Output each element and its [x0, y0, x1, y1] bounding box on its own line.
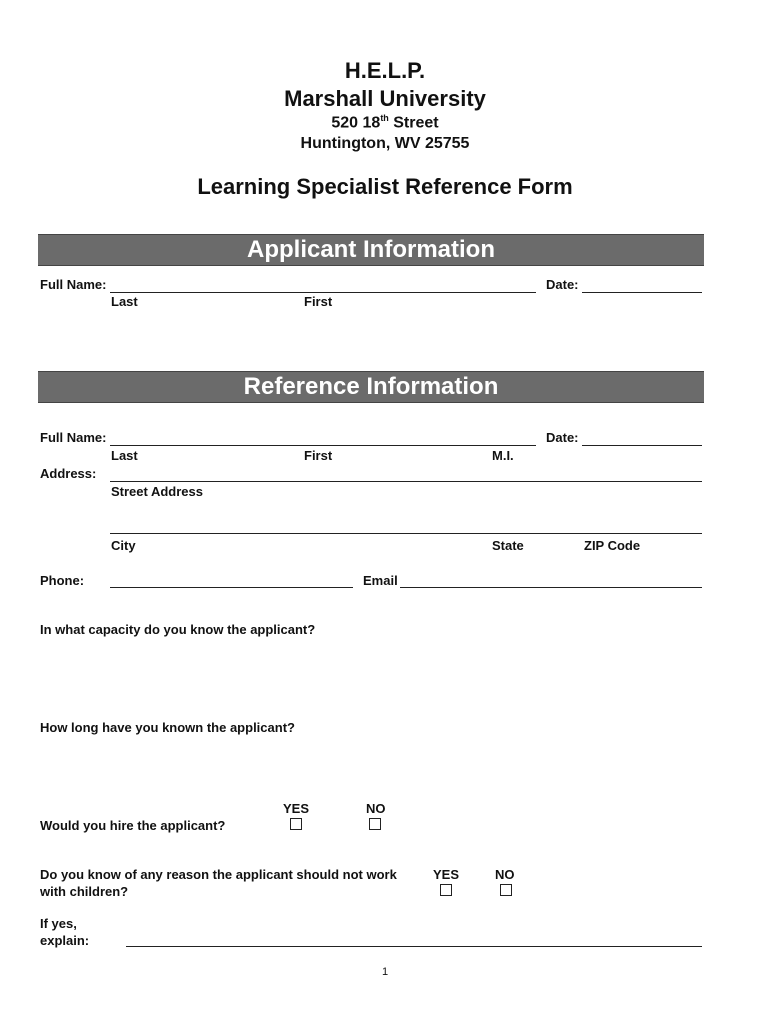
reason-no-label: NO: [495, 867, 515, 882]
reason-yes-label: YES: [433, 867, 460, 882]
reference-city-state-zip-field[interactable]: [110, 533, 702, 534]
form-title: Learning Specialist Reference Form: [197, 174, 573, 199]
street-name: Street: [388, 114, 439, 132]
capacity-question: In what capacity do you know the applicant?: [40, 622, 316, 637]
street-number: 520 18: [331, 114, 381, 132]
page-number: 1: [381, 966, 389, 978]
applicant-date-label: Date:: [546, 277, 579, 292]
reference-first-label: First: [304, 448, 333, 463]
reference-date-label: Date:: [546, 430, 579, 445]
applicant-last-label: Last: [111, 294, 138, 309]
state-sublabel: State: [492, 538, 524, 553]
reason-question-line1: Do you know of any reason the applicant should not work: [40, 867, 397, 882]
applicant-first-label: First: [304, 294, 333, 309]
reference-mi-label: M.I.: [492, 448, 514, 463]
reference-email-label: Email: [363, 573, 398, 588]
reference-date-field[interactable]: [582, 445, 702, 446]
reason-yes-checkbox[interactable]: [440, 884, 452, 896]
explain-label-line2: explain:: [40, 933, 90, 948]
hire-yes-checkbox[interactable]: [290, 818, 302, 830]
reference-full-name-label: Full Name:: [40, 430, 107, 445]
reason-no-checkbox[interactable]: [500, 884, 512, 896]
applicant-date-field[interactable]: [582, 292, 702, 293]
hire-no-checkbox[interactable]: [369, 818, 381, 830]
applicant-section-header: Applicant Information: [38, 234, 704, 266]
reason-question-line2: with children?: [40, 884, 129, 899]
street-suffix: th: [380, 113, 389, 123]
reference-phone-field[interactable]: [110, 587, 353, 588]
zip-sublabel: ZIP Code: [584, 538, 641, 553]
explain-field[interactable]: [126, 946, 702, 947]
how-long-question: How long have you known the applicant?: [40, 720, 295, 735]
reference-section-header: Reference Information: [38, 371, 704, 403]
applicant-full-name-field[interactable]: [110, 292, 536, 293]
hire-no-label: NO: [366, 801, 386, 816]
hire-yes-label: YES: [283, 801, 310, 816]
hire-question: Would you hire the applicant?: [40, 818, 226, 833]
university-name: Marshall University: [284, 86, 486, 111]
explain-label-line1: If yes,: [40, 916, 77, 931]
street-address-line: [0, 113, 770, 132]
org-acronym: H.E.L.P.: [344, 58, 426, 83]
street-address-sublabel: Street Address: [111, 484, 203, 499]
reference-phone-label: Phone:: [40, 573, 85, 588]
applicant-full-name-label: Full Name:: [40, 277, 107, 292]
reference-address-label: Address:: [40, 466, 97, 481]
reference-full-name-field[interactable]: [110, 445, 536, 446]
reference-last-label: Last: [111, 448, 138, 463]
city-sublabel: City: [111, 538, 136, 553]
reference-street-address-field[interactable]: [110, 481, 702, 482]
reference-email-field[interactable]: [400, 587, 702, 588]
city-line: Huntington, WV 25755: [300, 135, 470, 152]
